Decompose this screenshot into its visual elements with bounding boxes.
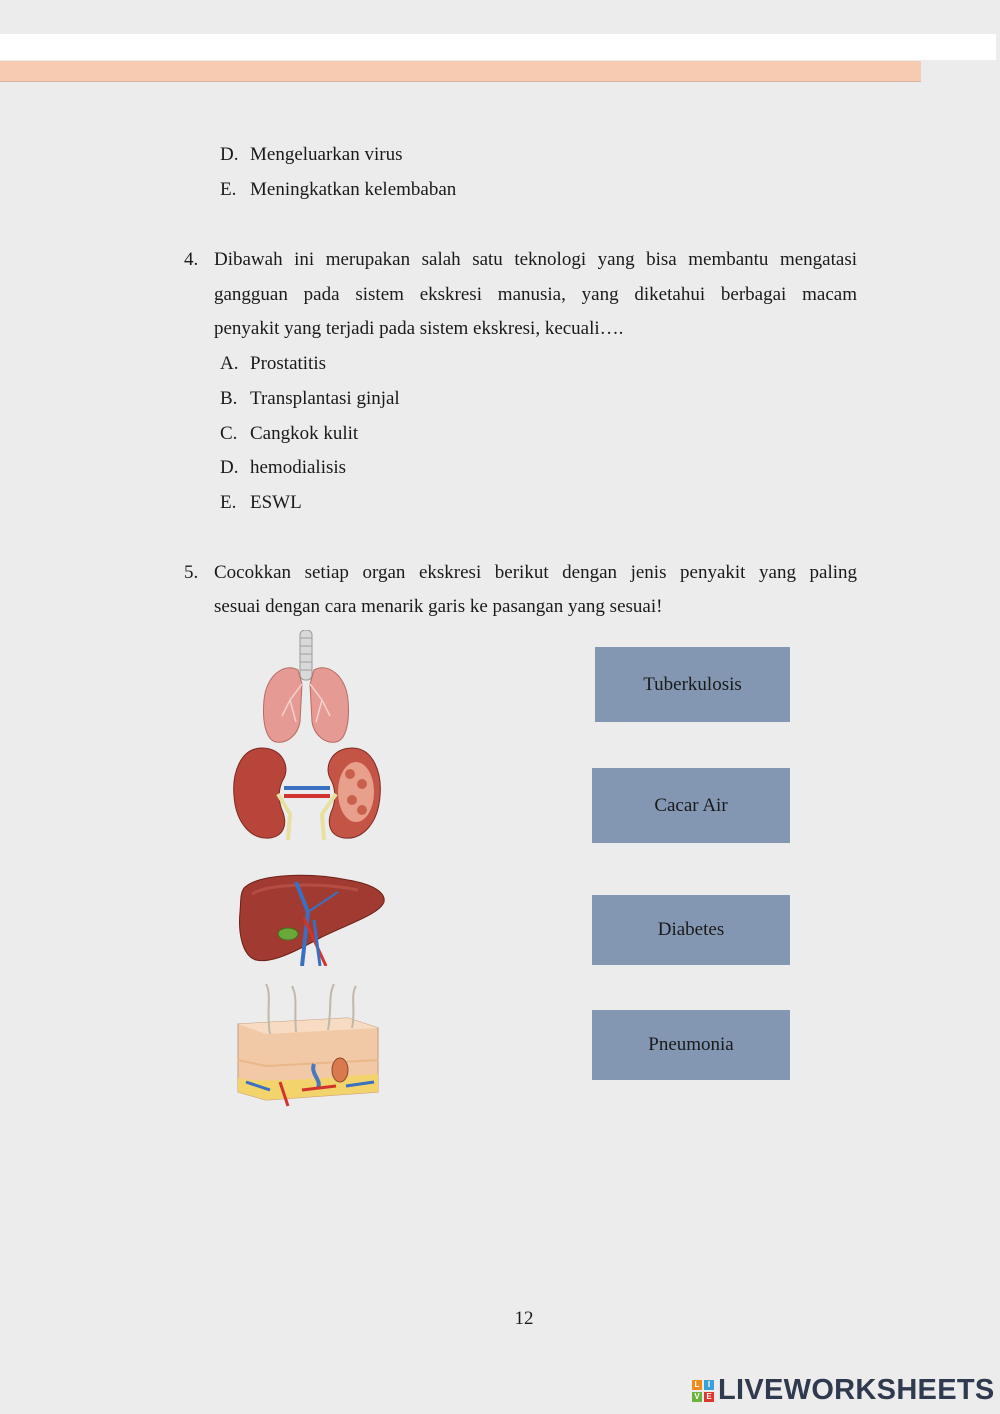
question-4-number: 4. (184, 249, 199, 270)
prev-option-d (220, 143, 402, 167)
option-text: Cangkok kulit (250, 423, 359, 444)
option-letter: C. (220, 423, 238, 444)
skin-image[interactable] (236, 982, 380, 1114)
icon-letter: L (692, 1380, 702, 1390)
q4-option-b (220, 387, 400, 411)
option-letter: E. (220, 179, 237, 200)
option-letter: D. (220, 144, 239, 165)
icon-letter: V (692, 1392, 702, 1402)
option-text: Mengeluarkan virus (250, 144, 403, 165)
header-white-band (0, 34, 996, 60)
question-4-line-2: gangguan pada sistem ekskresi manusia, yang diketahui berbagai macam (214, 284, 857, 305)
answer-box-tuberkulosis[interactable]: Tuberkulosis (595, 647, 790, 722)
option-text: Meningkatkan kelembaban (250, 179, 457, 200)
option-letter: E. (220, 492, 237, 513)
answer-box-pneumonia[interactable]: Pneumonia (592, 1010, 790, 1080)
liveworksheets-icon (692, 1380, 714, 1402)
icon-letter: I (704, 1380, 714, 1390)
option-letter: D. (220, 457, 239, 478)
liver-image[interactable] (238, 872, 386, 966)
q4-option-e (220, 491, 302, 515)
option-letter: A. (220, 353, 239, 374)
page-number: 12 (514, 1308, 534, 1329)
option-text: Transplantasi ginjal (250, 388, 400, 409)
q4-option-a (220, 352, 326, 376)
header-accent-band (0, 61, 921, 82)
answer-box-diabetes[interactable]: Diabetes (592, 895, 790, 965)
kidneys-image[interactable] (232, 744, 382, 842)
question-4-line-1: Dibawah ini merupakan salah satu teknologi yang bisa membantu mengatasi (214, 249, 857, 270)
q4-option-d (220, 456, 346, 480)
option-letter: B. (220, 388, 238, 409)
lungs-image[interactable] (256, 630, 356, 744)
question-5-line-1: Cocokkan setiap organ ekskresi berikut dengan jenis penyakit yang paling (214, 562, 857, 583)
answer-box-cacar-air[interactable]: Cacar Air (592, 768, 790, 843)
option-text: ESWL (250, 492, 302, 513)
question-5-line-2: sesuai dengan cara menarik garis ke pasangan yang sesuai! (214, 596, 663, 617)
option-text: Prostatitis (250, 353, 327, 374)
brand-logo[interactable] (692, 1374, 995, 1407)
brand-name: LIVEWORKSHEETS (718, 1374, 995, 1406)
icon-letter: E (704, 1392, 714, 1402)
option-text: hemodialisis (250, 457, 347, 478)
question-5-number: 5. (184, 562, 199, 583)
prev-option-e (220, 178, 456, 202)
question-4-line-3: penyakit yang terjadi pada sistem ekskresi, kecuali…. (214, 318, 624, 339)
q4-option-c (220, 422, 358, 446)
